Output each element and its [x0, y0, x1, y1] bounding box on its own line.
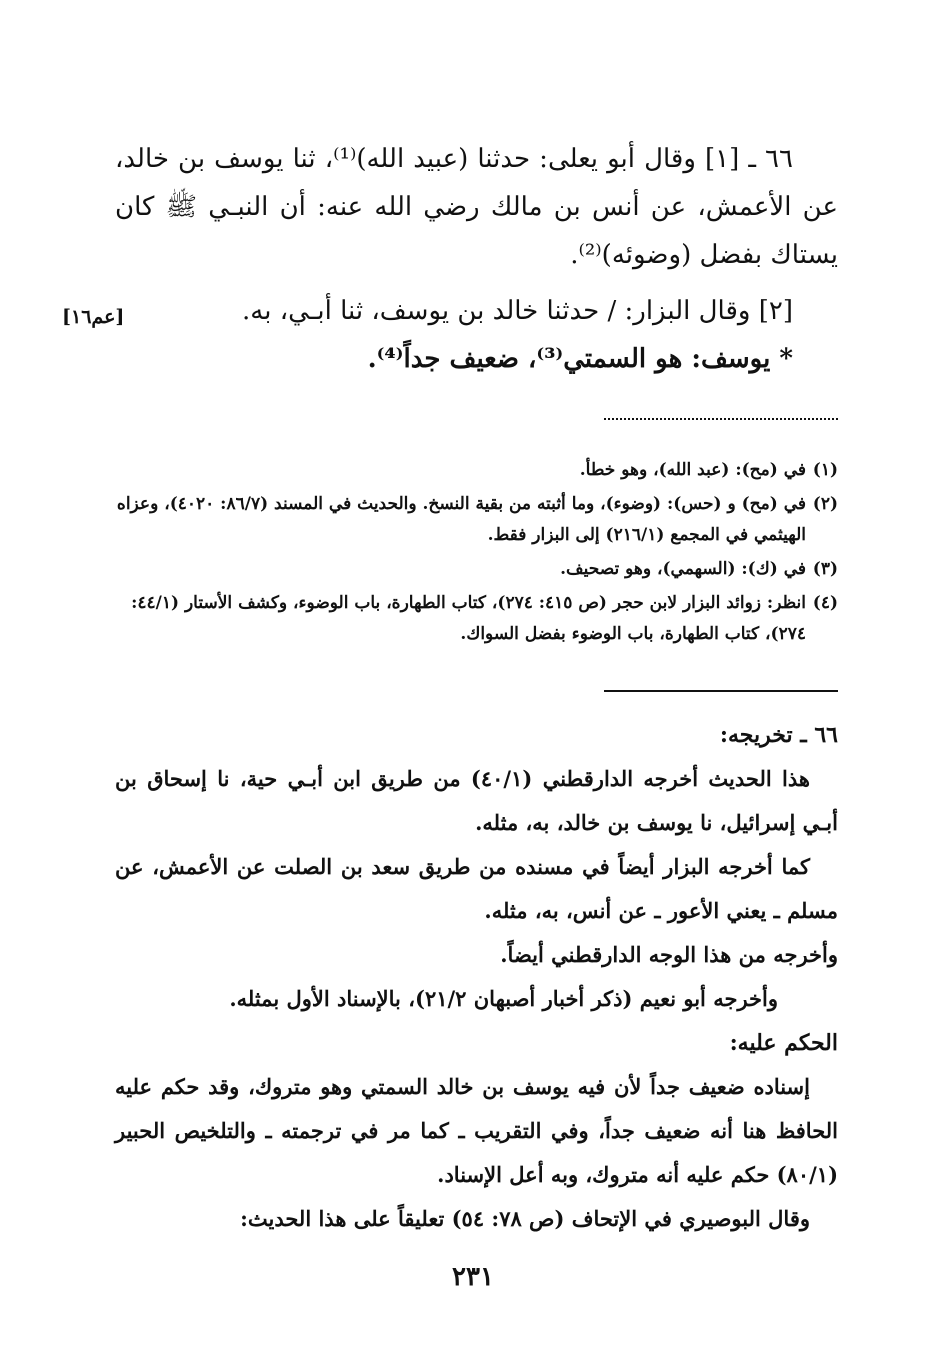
- footnotes: [115, 452, 838, 653]
- judgment-paragraph: إسناده ضعيف جداً لأن فيه يوسف بن خالد السمتي وهو متروك، وقد حكم عليه الحافظ هنا أنه ضعيف جداً، وفي التقريب ـ كما مر في ترجمته ـ والتلخيص الحبير (٨٠/١) حكم عليه أنه متروك، وبه أعل الإسناد.: [115, 1074, 838, 1187]
- footnote-item: [115, 588, 838, 650]
- footnote-number: (٢): [812, 494, 838, 514]
- footnote-number: (٣): [812, 559, 838, 579]
- footnote-item: [115, 455, 838, 486]
- takhrij-paragraph: هذا الحديث أخرجه الدارقطني (٤٠/١) من طريق ابن أبـي حية، نا إسحاق بن أبـي إسرائيل، نا يوسف بن خالد، به، مثله.: [115, 766, 838, 835]
- margin-marker: [عم١٦]: [62, 306, 125, 328]
- footnote-number: (١): [812, 460, 838, 480]
- judgment-paragraph: وقال البوصيري في الإتحاف (ص ٧٨: ٥٤) تعليقاً على هذا الحديث:: [240, 1206, 810, 1231]
- footnote-text: انظر: زوائد البزار لابن حجر (ص ٤١٥: ٢٧٤)، كتاب الطهارة، باب الوضوء، وكشف الأستار (٤٤/١: ٢٧٤)، كتاب الطهارة، باب الوضوء بفضل السواك.: [131, 593, 806, 644]
- hadith-paragraph-1: ٦٦ ـ [١] وقال أبو يعلى: حدثنا (عبيد الله)⁽¹⁾، ثنا يوسف بن خالد، عن الأعمش، عن أنس بن مالك رضي الله عنه: أن النبـي ﷺ كان يستاك بفضل (وضوئه)⁽²⁾.: [115, 144, 838, 270]
- judgment-heading: الحكم عليه:: [729, 1030, 838, 1056]
- takhrij-section: [115, 713, 838, 1241]
- footnote-item: [115, 489, 838, 551]
- footnote-item: [115, 554, 838, 585]
- takhrij-paragraph: كما أخرجه البزار أيضاً في مسنده من طريق سعد بن الصلت عن الأعمش، عن مسلم ـ يعني الأعور ـ عن أنس، به، مثله.: [115, 854, 838, 923]
- takhrij-paragraph: وأخرجه أبو نعيم (ذكر أخبار أصبهان ٢١/٢)، بالإسناد الأول بمثله.: [229, 986, 778, 1011]
- footnote-separator: [604, 418, 838, 424]
- footnote-text: في (مح): (عبد الله)، وهو خطأ.: [579, 460, 806, 480]
- page-number: ٢٣١: [452, 1262, 494, 1292]
- hadith-section: [115, 135, 838, 383]
- takhrij-number: ٦٦ ـ: [800, 722, 838, 748]
- takhrij-paragraph: وأخرجه من هذا الوجه الدارقطني أيضاً.: [500, 942, 838, 967]
- hadith-paragraph-3: * يوسف: هو السمتي⁽³⁾، ضعيف جداً⁽⁴⁾.: [367, 344, 793, 374]
- footnote-text: في (ك): (السهمي)، وهو تصحيف.: [560, 559, 806, 579]
- footnote-number: (٤): [812, 593, 838, 613]
- section-divider: [604, 690, 838, 692]
- footnote-text: في (مح) و (حس): (وضوء)، وما أثبته من بقية النسخ. والحديث في المسند (٨٦/٧: ٤٠٢٠)، وعزاه الهيثمي في المجمع (٢١٦/١) إلى البزار فقط.: [116, 494, 806, 545]
- takhrij-heading: [115, 713, 838, 757]
- hadith-paragraph-2: [٢] وقال البزار: / حدثنا خالد بن يوسف، ثنا أبـي، به.: [241, 296, 793, 326]
- takhrij-title: تخريجه:: [719, 722, 793, 748]
